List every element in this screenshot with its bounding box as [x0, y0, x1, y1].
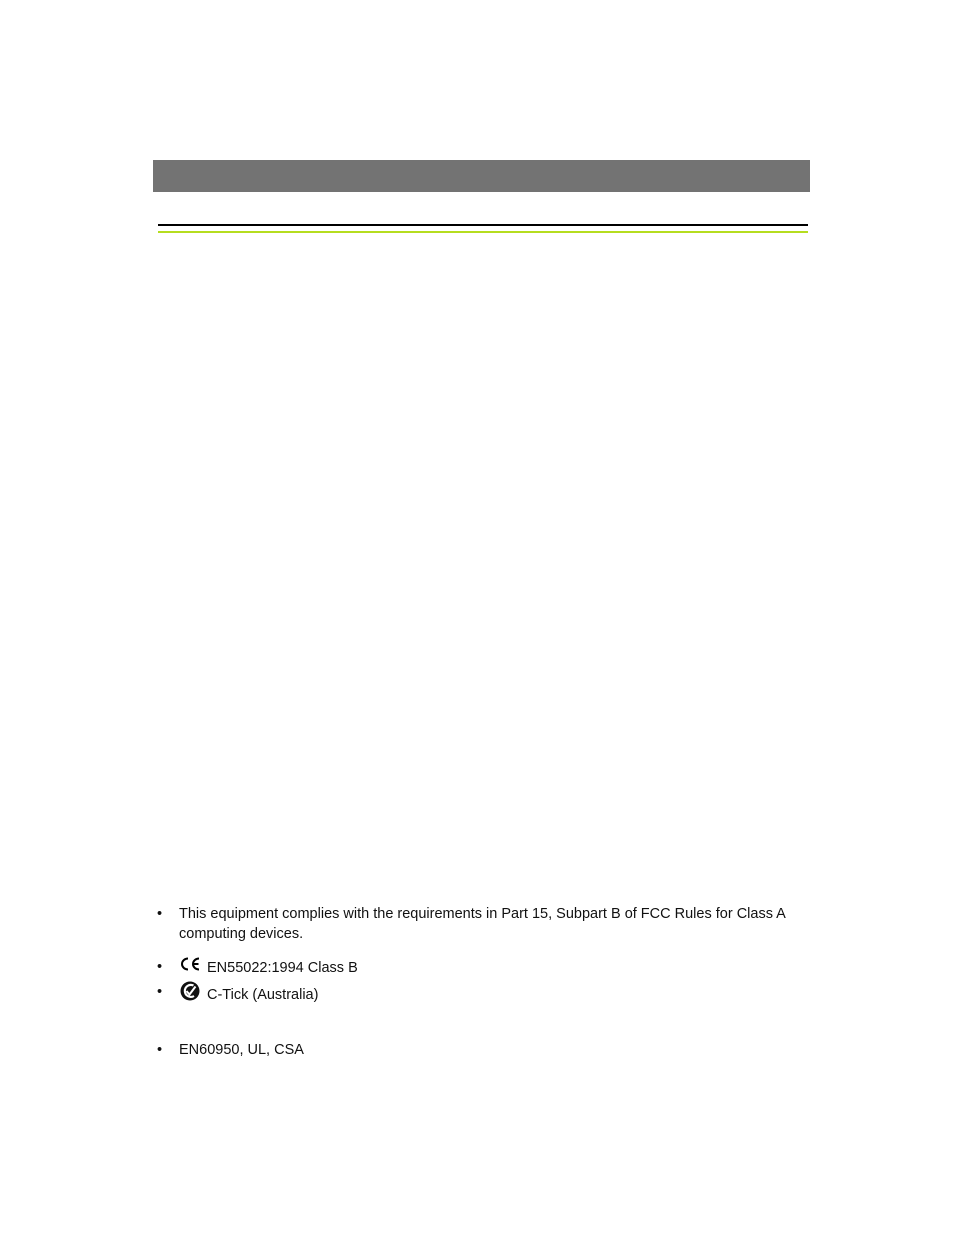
ce-standard-text: EN55022:1994 Class B: [207, 959, 358, 976]
title-rule-green: [158, 231, 808, 233]
bullet: •: [157, 984, 163, 1000]
c-tick-text: C-Tick (Australia): [207, 986, 319, 1003]
title-rule-black: [158, 224, 808, 226]
list-item-ctick: [157, 982, 817, 1008]
ce-mark-icon: [179, 956, 201, 978]
list-item-fcc: [157, 904, 817, 944]
fcc-compliance-text: This equipment complies with the requirements in Part 15, Subpart B of FCC Rules for Class A computing devices.: [179, 906, 786, 942]
list-item-ce: [157, 957, 817, 979]
section-header-bar: [153, 160, 810, 192]
bullet: •: [157, 906, 163, 922]
bullet: •: [157, 959, 163, 975]
safety-standards-text: EN60950, UL, CSA: [179, 1042, 304, 1058]
c-tick-icon: [179, 981, 201, 1007]
bullet: •: [157, 1042, 163, 1058]
list-item-safety: [157, 1040, 817, 1060]
